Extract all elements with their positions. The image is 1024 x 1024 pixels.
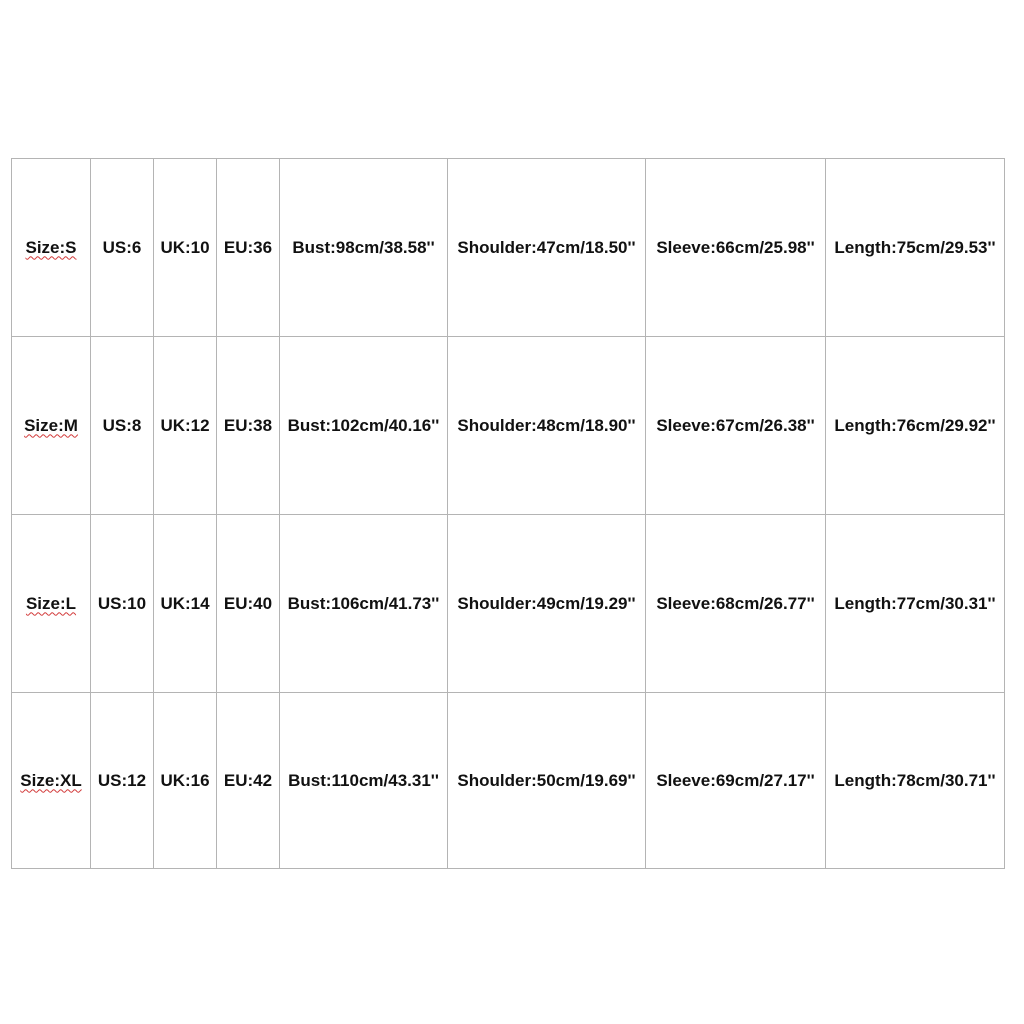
eu-size-cell: EU:36 [217,159,280,337]
us-size-cell: US:8 [91,337,154,515]
size-cell [12,337,91,515]
size-chart-table [11,158,1005,869]
size-cell [12,159,91,337]
length-cell: Length:77cm/30.31'' [826,515,1005,693]
shoulder-cell: Shoulder:48cm/18.90'' [448,337,646,515]
eu-size-cell: EU:38 [217,337,280,515]
size-label: Size:L [25,593,77,613]
sleeve-cell: Sleeve:66cm/25.98'' [646,159,826,337]
eu-size-cell: EU:42 [217,693,280,869]
us-size-cell: US:10 [91,515,154,693]
sleeve-cell: Sleeve:68cm/26.77'' [646,515,826,693]
size-label: Size:XL [20,770,82,790]
uk-size-cell: UK:10 [154,159,217,337]
bust-cell: Bust:106cm/41.73'' [280,515,448,693]
uk-size-cell: UK:14 [154,515,217,693]
table-row [12,693,1005,869]
size-cell [12,693,91,869]
uk-size-cell: UK:16 [154,693,217,869]
bust-cell: Bust:98cm/38.58'' [280,159,448,337]
size-label: Size:S [25,237,77,257]
sleeve-cell: Sleeve:69cm/27.17'' [646,693,826,869]
length-cell: Length:76cm/29.92'' [826,337,1005,515]
table-row [12,515,1005,693]
bust-cell: Bust:102cm/40.16'' [280,337,448,515]
us-size-cell: US:12 [91,693,154,869]
sleeve-cell: Sleeve:67cm/26.38'' [646,337,826,515]
eu-size-cell: EU:40 [217,515,280,693]
length-cell: Length:75cm/29.53'' [826,159,1005,337]
uk-size-cell: UK:12 [154,337,217,515]
us-size-cell: US:6 [91,159,154,337]
size-cell [12,515,91,693]
table-row [12,337,1005,515]
shoulder-cell: Shoulder:49cm/19.29'' [448,515,646,693]
size-label: Size:M [24,415,78,435]
bust-cell: Bust:110cm/43.31'' [280,693,448,869]
length-cell: Length:78cm/30.71'' [826,693,1005,869]
shoulder-cell: Shoulder:47cm/18.50'' [448,159,646,337]
shoulder-cell: Shoulder:50cm/19.69'' [448,693,646,869]
table-row [12,159,1005,337]
